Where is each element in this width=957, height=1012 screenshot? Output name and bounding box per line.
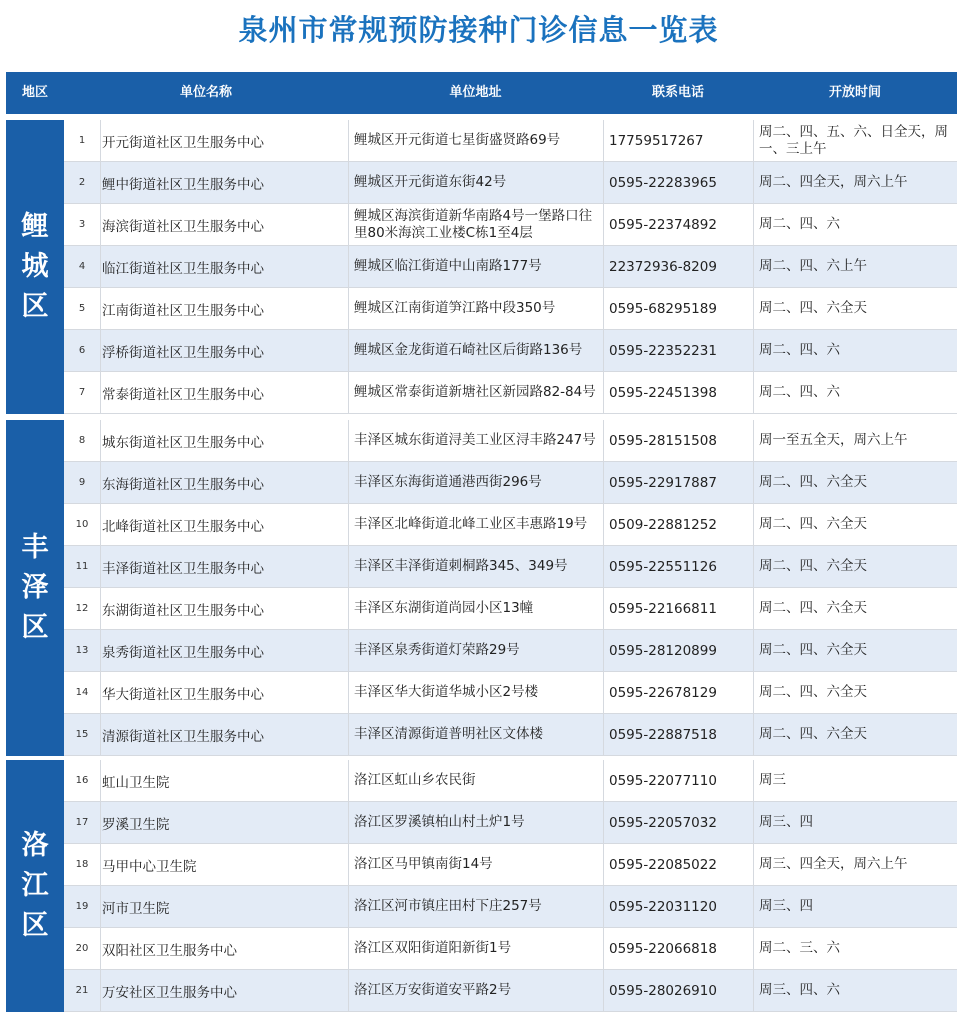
contact-phone: 17759517267 — [609, 132, 704, 149]
contact-phone: 0595-22031120 — [609, 898, 717, 915]
row-number: 20 — [75, 943, 89, 954]
unit-name: 清源街道社区卫生服务中心 — [102, 728, 264, 745]
unit-address: 丰泽区北峰街道北峰工业区丰惠路19号 — [354, 516, 588, 532]
district-char: 区 — [21, 612, 49, 643]
unit-name: 浮桥街道社区卫生服务中心 — [102, 344, 264, 361]
unit-address: 洛江区虹山乡农民街 — [354, 772, 476, 788]
column-divider — [753, 120, 754, 414]
open-hours: 周二、四、六 — [759, 384, 840, 400]
open-hours: 周二、四、六 — [759, 342, 840, 358]
contact-phone: 0595-68295189 — [609, 300, 717, 317]
table-row — [64, 372, 957, 414]
contact-phone: 0595-22374892 — [609, 216, 717, 233]
district-label — [6, 760, 64, 1012]
unit-name: 河市卫生院 — [102, 900, 170, 917]
district-char: 区 — [21, 910, 49, 941]
header-name: 单位名称 — [179, 85, 232, 100]
row-number: 14 — [75, 687, 89, 698]
unit-address: 鲤城区临江街道中山南路177号 — [354, 258, 542, 274]
unit-name: 海滨街道社区卫生服务中心 — [102, 218, 264, 235]
contact-phone: 0595-22451398 — [609, 384, 717, 401]
unit-address: 丰泽区泉秀街道灯荣路29号 — [354, 642, 520, 658]
contact-phone: 0595-28120899 — [609, 642, 717, 659]
row-number: 15 — [75, 729, 89, 740]
column-divider — [603, 120, 604, 414]
unit-address: 鲤城区江南街道笋江路中段350号 — [354, 300, 556, 316]
unit-address: 鲤城区金龙街道石崎社区后街路136号 — [354, 342, 583, 358]
row-number: 13 — [75, 645, 89, 656]
table-row — [64, 588, 957, 630]
district-char: 洛 — [21, 830, 49, 861]
table-header — [6, 72, 957, 114]
table-row — [64, 970, 957, 1012]
unit-address: 鲤城区常泰街道新塘社区新园路82-84号 — [354, 384, 596, 400]
open-hours: 周二、四、六 — [759, 216, 840, 232]
open-hours: 周三、四 — [759, 898, 813, 914]
unit-address: 丰泽区城东街道浔美工业区浔丰路247号 — [354, 432, 596, 448]
unit-name: 虹山卫生院 — [102, 774, 170, 791]
unit-address: 丰泽区华大街道华城小区2号楼 — [354, 684, 539, 700]
page-title: 泉州市常规预防接种门诊信息一览表 — [238, 13, 719, 47]
district-rows — [64, 760, 957, 1012]
table-row — [64, 886, 957, 928]
table-row — [64, 246, 957, 288]
table-row — [64, 420, 957, 462]
open-hours: 周一至五全天，周六上午 — [759, 432, 908, 448]
district-char: 鲤 — [21, 211, 49, 242]
row-number: 8 — [78, 435, 86, 446]
unit-name: 东海街道社区卫生服务中心 — [102, 476, 264, 493]
open-hours: 周二、四全天，周六上午 — [759, 174, 908, 190]
table-row — [64, 844, 957, 886]
unit-name: 常泰街道社区卫生服务中心 — [102, 386, 264, 403]
table-row — [64, 288, 957, 330]
district-group — [6, 420, 957, 756]
table-row — [64, 462, 957, 504]
row-number: 10 — [75, 519, 89, 530]
unit-name: 北峰街道社区卫生服务中心 — [102, 518, 264, 535]
table-row — [64, 928, 957, 970]
open-hours: 周三、四 — [759, 814, 813, 830]
column-divider — [603, 420, 604, 756]
header-district: 地区 — [21, 85, 48, 100]
unit-address: 洛江区河市镇庄田村下庄257号 — [354, 898, 542, 914]
row-number: 12 — [75, 603, 89, 614]
unit-name: 罗溪卫生院 — [102, 816, 170, 833]
table-row — [64, 546, 957, 588]
unit-address: 鲤城区开元街道七星街盛贤路69号 — [354, 132, 561, 148]
unit-name: 鲤中街道社区卫生服务中心 — [102, 176, 264, 193]
header-phone: 联系电话 — [651, 85, 704, 100]
unit-name: 临江街道社区卫生服务中心 — [102, 260, 264, 277]
row-number: 7 — [78, 387, 86, 398]
district-char: 泽 — [21, 572, 49, 603]
header-hours: 开放时间 — [828, 85, 881, 100]
district-char: 城 — [21, 251, 49, 282]
row-number: 21 — [75, 985, 89, 996]
table-row — [64, 630, 957, 672]
unit-name: 江南街道社区卫生服务中心 — [102, 302, 264, 319]
district-rows — [64, 120, 957, 414]
row-number: 2 — [78, 177, 86, 188]
table-row — [64, 672, 957, 714]
row-number: 3 — [78, 219, 86, 230]
open-hours: 周二、四、六全天 — [759, 300, 867, 316]
unit-address: 丰泽区东湖街道尚园小区13幢 — [354, 600, 534, 616]
contact-phone: 0595-22077110 — [609, 772, 717, 789]
table-row — [64, 760, 957, 802]
unit-name: 丰泽街道社区卫生服务中心 — [102, 560, 264, 577]
table-row — [64, 714, 957, 756]
row-number: 11 — [75, 561, 89, 572]
unit-name: 马甲中心卫生院 — [102, 858, 197, 875]
contact-phone: 0595-22917887 — [609, 474, 717, 491]
open-hours: 周二、四、六全天 — [759, 474, 867, 490]
unit-name: 双阳社区卫生服务中心 — [102, 942, 237, 959]
row-number: 19 — [75, 901, 89, 912]
row-number: 9 — [78, 477, 86, 488]
unit-name: 城东街道社区卫生服务中心 — [102, 434, 264, 451]
row-number: 5 — [78, 303, 86, 314]
contact-phone: 0595-22352231 — [609, 342, 717, 359]
contact-phone: 22372936-8209 — [609, 258, 717, 275]
contact-phone: 0595-28026910 — [609, 982, 717, 999]
unit-name: 万安社区卫生服务中心 — [102, 984, 237, 1001]
unit-name: 开元街道社区卫生服务中心 — [102, 134, 264, 151]
contact-phone: 0595-22551126 — [609, 558, 717, 575]
unit-name: 东湖街道社区卫生服务中心 — [102, 602, 264, 619]
open-hours: 周三、四、六 — [759, 982, 840, 998]
table-row — [64, 120, 957, 162]
district-group — [6, 120, 957, 414]
unit-name: 华大街道社区卫生服务中心 — [102, 686, 264, 703]
unit-address: 鲤城区开元街道东街42号 — [354, 174, 507, 190]
open-hours: 周二、四、六全天 — [759, 684, 867, 700]
column-divider — [100, 420, 101, 756]
row-number: 17 — [75, 817, 89, 828]
unit-name: 泉秀街道社区卫生服务中心 — [102, 644, 264, 661]
unit-address: 鲤城区海滨街道新华南路4号一堡路口往里80米海滨工业楼C栋1至4层 — [354, 207, 593, 241]
column-divider — [100, 760, 101, 1012]
unit-address: 洛江区双阳街道阳新街1号 — [354, 940, 512, 956]
unit-address: 丰泽区东海街道通港西街296号 — [354, 474, 542, 490]
contact-phone: 0595-22887518 — [609, 726, 717, 743]
contact-phone: 0595-22166811 — [609, 600, 717, 617]
table-row — [64, 802, 957, 844]
contact-phone: 0595-22283965 — [609, 174, 717, 191]
district-rows — [64, 420, 957, 756]
row-number: 16 — [75, 775, 89, 786]
open-hours: 周二、四、六全天 — [759, 726, 867, 742]
row-number: 1 — [78, 135, 86, 146]
contact-phone: 0595-22085022 — [609, 856, 717, 873]
district-label — [6, 420, 64, 756]
district-label — [6, 120, 64, 414]
row-number: 18 — [75, 859, 89, 870]
open-hours: 周二、四、五、六、日全天，周一、三上午 — [759, 123, 948, 157]
open-hours: 周二、四、六全天 — [759, 642, 867, 658]
district-char: 区 — [21, 291, 49, 322]
table-row — [64, 204, 957, 246]
district-group — [6, 760, 957, 1012]
open-hours: 周二、四、六全天 — [759, 516, 867, 532]
open-hours: 周二、四、六上午 — [759, 258, 867, 274]
table-row — [64, 162, 957, 204]
contact-phone: 0595-28151508 — [609, 432, 717, 449]
table-row — [64, 504, 957, 546]
column-divider — [348, 420, 349, 756]
column-divider — [100, 120, 101, 414]
unit-address: 丰泽区清源街道普明社区文体楼 — [354, 726, 543, 742]
district-char: 江 — [21, 870, 49, 901]
row-number: 6 — [78, 345, 86, 356]
contact-phone: 0509-22881252 — [609, 516, 717, 533]
header-address: 单位地址 — [449, 85, 502, 100]
unit-address: 洛江区马甲镇南街14号 — [354, 856, 493, 872]
district-char: 丰 — [21, 532, 49, 563]
unit-address: 丰泽区丰泽街道刺桐路345、349号 — [354, 558, 568, 574]
contact-phone: 0595-22678129 — [609, 684, 717, 701]
unit-address: 洛江区罗溪镇柏山村土炉1号 — [354, 814, 525, 830]
column-divider — [753, 420, 754, 756]
column-divider — [348, 120, 349, 414]
column-divider — [348, 760, 349, 1012]
contact-phone: 0595-22057032 — [609, 814, 717, 831]
column-divider — [603, 760, 604, 1012]
row-number: 4 — [78, 261, 86, 272]
contact-phone: 0595-22066818 — [609, 940, 717, 957]
column-divider — [753, 760, 754, 1012]
open-hours: 周二、四、六全天 — [759, 600, 867, 616]
unit-address: 洛江区万安街道安平路2号 — [354, 982, 512, 998]
open-hours: 周三、四全天，周六上午 — [759, 856, 908, 872]
open-hours: 周二、三、六 — [759, 940, 840, 956]
open-hours: 周二、四、六全天 — [759, 558, 867, 574]
open-hours: 周三 — [759, 772, 786, 788]
table-row — [64, 330, 957, 372]
